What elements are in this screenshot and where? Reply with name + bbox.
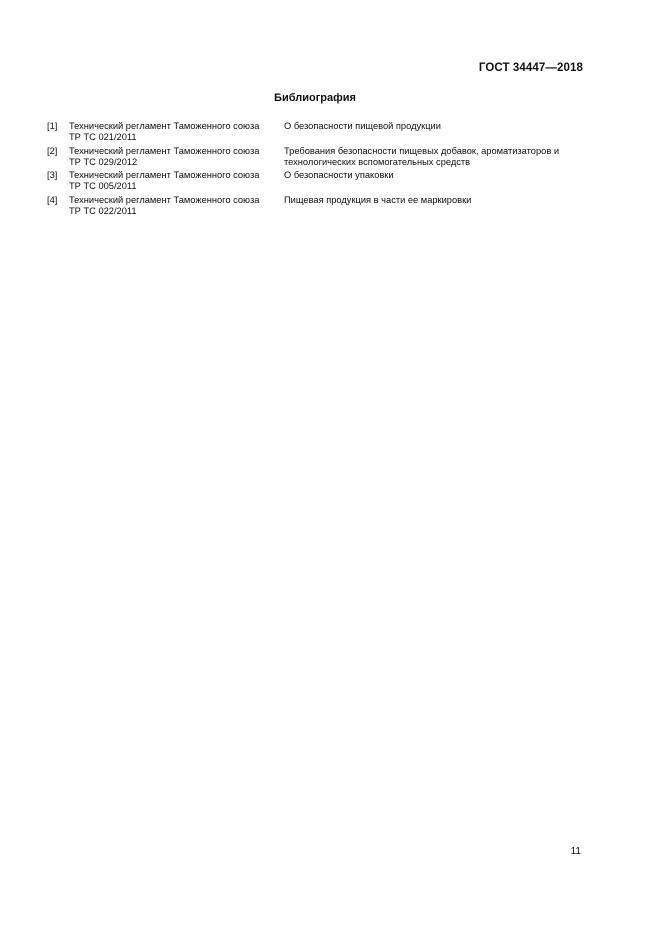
section-title: Библиография (274, 92, 356, 104)
entry-number: [4] (47, 194, 58, 205)
entry-number: [1] (47, 121, 58, 131)
entry-source-line1: Технический регламент Таможенного союза (69, 194, 260, 205)
entry-source-line1: Технический регламент Таможенного союза (69, 170, 260, 181)
bibliography-entry (47, 170, 592, 193)
entry-source-line2: ТР ТС 005/2011 (69, 181, 137, 192)
bibliography-entry (47, 121, 592, 144)
entry-title: Требования безопасности пищевых добавок, ароматизаторов и технологических вспомогательных средств (284, 145, 560, 167)
entry-source-line2: ТР ТС 021/2011 (69, 132, 137, 143)
document-code: ГОСТ 34447—2018 (478, 62, 583, 74)
entry-source-line2: ТР ТС 022/2011 (69, 206, 137, 217)
entry-title: О безопасности упаковки (284, 170, 394, 181)
entry-title: Пищевая продукция в части ее маркировки (284, 194, 472, 205)
entry-source (69, 170, 284, 193)
entry-source-line1: Технический регламент Таможенного союза (69, 121, 260, 131)
entry-source-line1: Технический регламент Таможенного союза (69, 145, 260, 156)
page-number: 11 (570, 846, 581, 857)
entry-title: О безопасности пищевой продукции (284, 121, 441, 131)
entry-source (69, 195, 284, 218)
bibliography-entry (47, 195, 592, 218)
bibliography-entry (47, 146, 592, 169)
entry-number: [2] (47, 145, 58, 156)
entry-number: [3] (47, 170, 58, 181)
entry-source-line2: ТР ТС 029/2012 (69, 156, 138, 167)
entry-source (69, 146, 284, 169)
bibliography-list (47, 121, 592, 219)
entry-source (69, 121, 284, 144)
